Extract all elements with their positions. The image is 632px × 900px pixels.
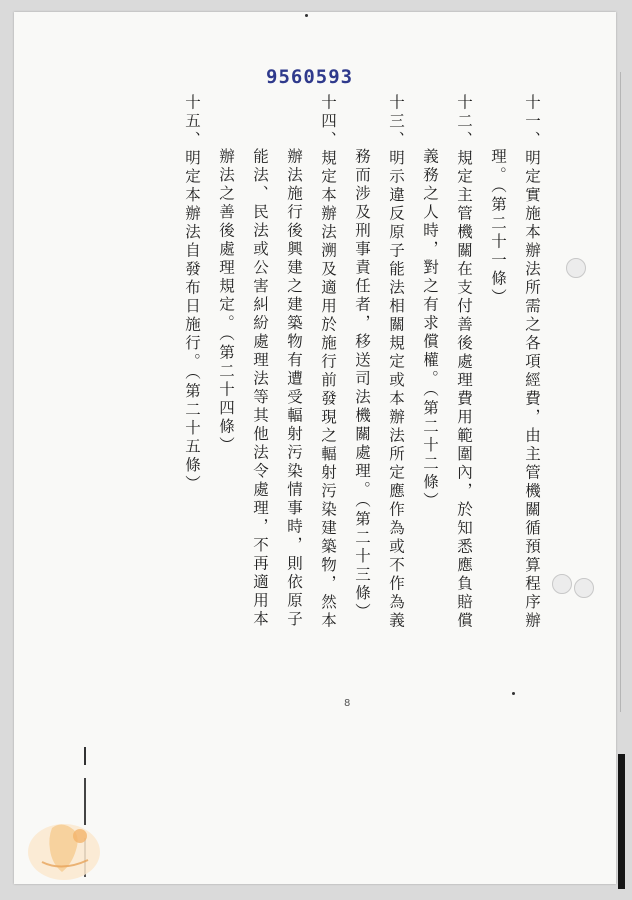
text-column-4: 義務之人時，對之有求償權。（第二十二條） (421, 148, 439, 511)
text-column-2: 理。（第二十一條） (489, 148, 507, 307)
scan-dot-top (305, 14, 308, 17)
text-column-3: 十二、規定主管機關在支付善後處理費用範圍內，於知悉應負賠償 (455, 94, 473, 631)
punch-hole-bottom-left (552, 574, 572, 594)
binding-edge-bar (618, 754, 625, 889)
text-column-6: 務而涉及刑事責任者，移送司法機關處理。（第二十三條） (353, 148, 371, 622)
page-edge-line (620, 72, 621, 712)
text-column-11: 十五、明定本辦法自發布日施行。（第二十五條） (183, 94, 201, 494)
document-page (14, 12, 616, 884)
text-column-1: 十一、明定實施本辦法所需之各項經費，由主管機關循預算程序辦 (523, 94, 541, 631)
punch-hole-bottom-right (574, 578, 594, 598)
scan-dot-right (512, 692, 515, 695)
stamp-number: 9560593 (266, 66, 354, 88)
page-number: 8 (344, 698, 351, 709)
punch-hole-top (566, 258, 586, 278)
text-column-8: 辦法施行後興建之建築物有遭受輻射污染情事時，則依原子 (285, 148, 303, 629)
text-column-5: 十三、明示違反原子能法相關規定或本辦法所定應作為或不作為義 (387, 94, 405, 631)
text-column-9: 能法、民法或公害糾紛處理法等其他法令處理，不再適用本 (251, 148, 269, 629)
text-column-7: 十四、規定本辦法溯及適用於施行前發現之輻射污染建築物，然本 (319, 94, 337, 631)
text-column-10: 辦法之善後處理規定。（第二十四條） (217, 148, 235, 455)
taiwan-archive-logo-icon (22, 806, 112, 886)
